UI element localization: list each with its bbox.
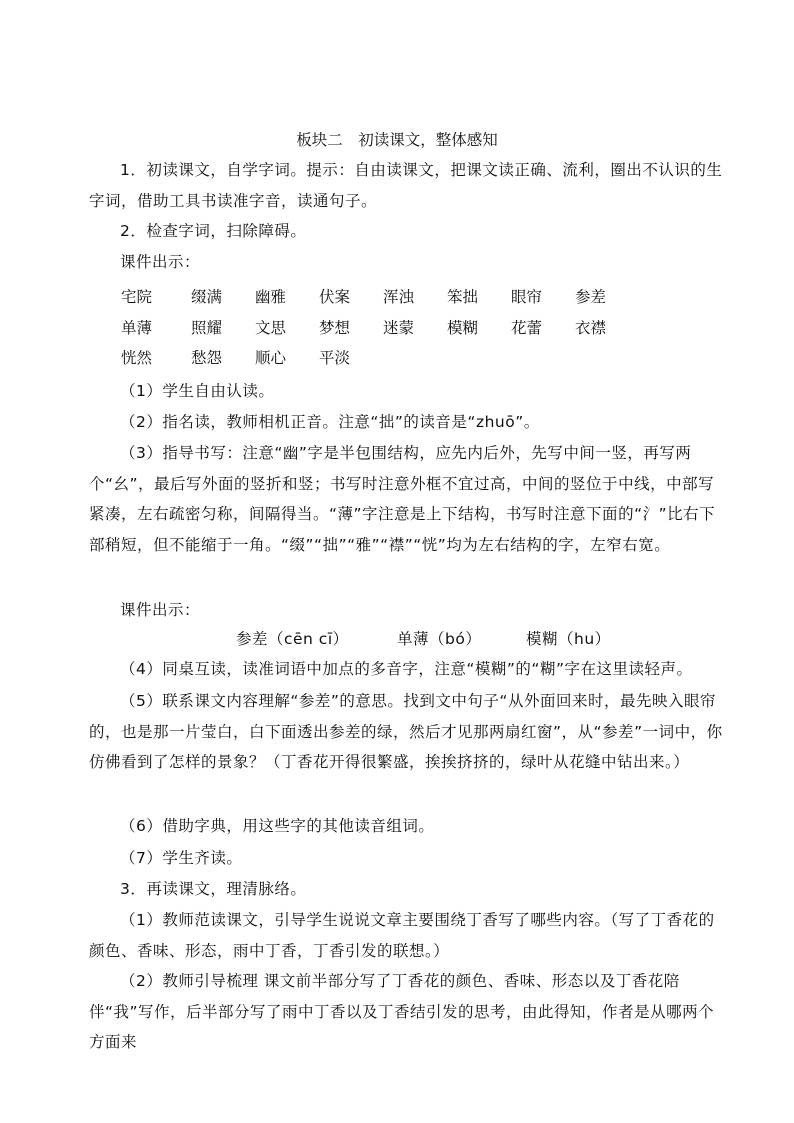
sub-step-5: （5）联系课文内容理解“参差”的意思。找到文中句子“从外面回来时，最先映入眼帘的，也是那一片莹白，白下面透出参差的绿，然后才见那两扇红窗”，从“参差”一词中，你仿佛看到了怎样的景象？（丁香花开得很繁盛，挨挨挤挤的，绿叶从花缝中钻出来。）: [89, 692, 723, 771]
vocabulary-word: 宅院: [121, 288, 153, 306]
sub-step-2: （2）指名读，教师相机正音。注意“拙”的读音是“zhuō”。: [120, 413, 540, 431]
paragraph-step-2: 2．检查字词，扫除障碍。: [120, 222, 307, 240]
vocabulary-word: 眼帘: [511, 288, 543, 306]
vocabulary-word: 笨拙: [447, 288, 479, 306]
vocabulary-word: 缀满: [191, 288, 223, 306]
vocabulary-word: 浑浊: [383, 288, 415, 306]
vocabulary-word: 花蕾: [511, 319, 543, 337]
vocabulary-word: 恍然: [121, 349, 153, 367]
vocabulary-word: 平淡: [319, 349, 351, 367]
vocabulary-word: 伏案: [319, 288, 351, 306]
sub-step-1: （1）学生自由认读。: [120, 382, 275, 400]
vocabulary-word: 迷蒙: [383, 319, 415, 337]
vocabulary-word: 模糊: [447, 319, 479, 337]
sub-step-6: （6）借助字典，用这些字的其他读音组词。: [120, 817, 435, 835]
sub-step-7: （7）学生齐读。: [120, 849, 243, 867]
vocabulary-word: 愁怨: [191, 349, 223, 367]
vocabulary-word: 照耀: [191, 319, 223, 337]
reread-step-2: （2）教师引导梳理 课文前半部分写了丁香花的颜色、香味、形态以及丁香花陪伴“我”写作，后半部分写了雨中丁香以及丁香结引发的思考，由此得知，作者是从哪两个方面来: [89, 972, 715, 1051]
paragraph-step-3: 3．再读课文，理清脉络。: [120, 880, 307, 898]
reread-step-1: （1）教师范读课文，引导学生说说文章主要围绕丁香写了哪些内容。（写了丁香花的颜色、香味、形态，雨中丁香，丁香引发的联想。）: [89, 911, 715, 960]
courseware-label: 课件出示：: [120, 253, 201, 271]
pinyin-item: 模糊（hu）: [526, 630, 611, 648]
courseware-label: 课件出示：: [120, 601, 201, 619]
vocabulary-word: 文思: [255, 319, 287, 337]
sub-step-3: （3）指导书写：注意“幽”字是半包围结构，应先内后外，先写中间一竖，再写两个“幺”，最后写外面的竖折和竖；书写时注意外框不宜过高，中间的竖位于中线，中部写紧凑，左右疏密匀称，间隔得当。“薄”字注意是上下结构，书写时注意下面的“氵”比右下部稍短，但不能缩于一角。“缀”“拙”“雅”“襟”“恍”均为左右结构的字，左窄右宽。: [89, 444, 716, 554]
vocabulary-word: 参差: [575, 288, 607, 306]
vocabulary-word: 顺心: [255, 349, 287, 367]
vocabulary-word: 幽雅: [255, 288, 287, 306]
vocabulary-word: 梦想: [319, 319, 351, 337]
vocabulary-word: 衣襟: [575, 319, 607, 337]
section-title: 板块二 初读课文，整体感知: [296, 131, 498, 149]
pinyin-item: 单薄（bó）: [397, 630, 482, 648]
paragraph-step-1: 1．初读课文，自学字词。提示：自由读课文，把课文读正确、流利，圈出不认识的生字词，借助工具书读准字音，读通句子。: [89, 161, 723, 210]
sub-step-4: （4）同桌互读，读准词语中加点的多音字，注意“模糊”的“糊”字在这里读轻声。: [120, 660, 693, 678]
pinyin-item: 参差（cēn cī）: [236, 630, 349, 648]
vocabulary-word: 单薄: [121, 319, 153, 337]
